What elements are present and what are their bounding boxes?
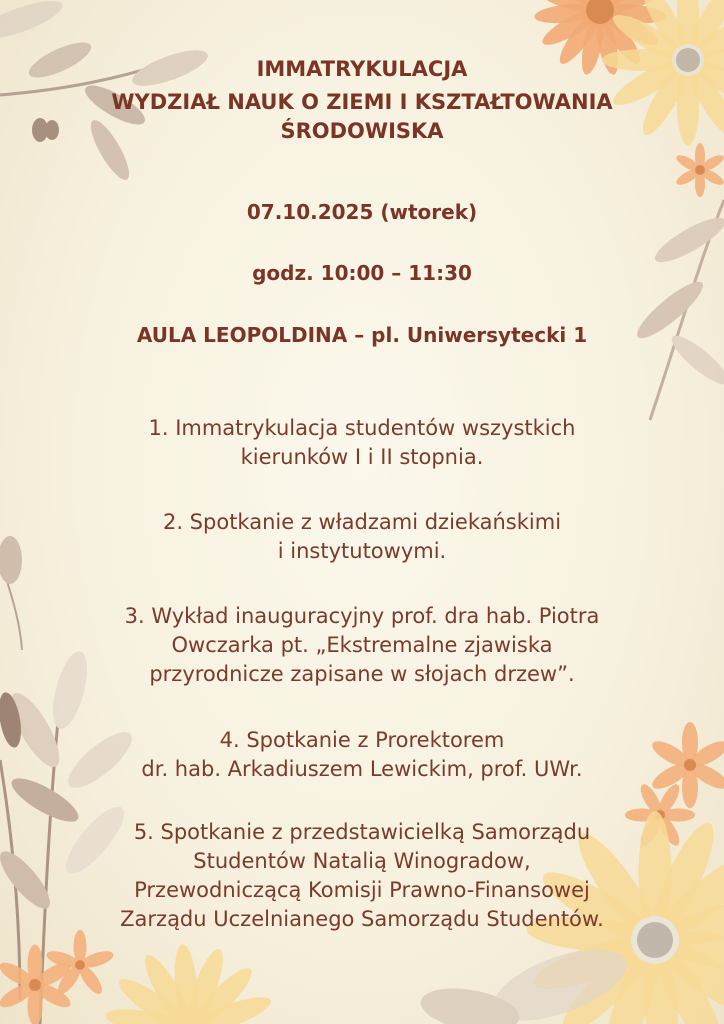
agenda-line: Przewodniczącą Komisji Prawno-Finansowej xyxy=(134,878,590,902)
agenda-line: kierunków I i II stopnia. xyxy=(240,445,484,469)
faculty-name-line-1: WYDZIAŁ NAUK O ZIEMI I KSZTAŁTOWANIA xyxy=(111,90,613,114)
agenda-line: Zarządu Uczelnianego Samorządu Studentów. xyxy=(120,907,604,931)
agenda-line: 2. Spotkanie z władzami dziekańskimi xyxy=(162,510,562,534)
agenda-item-1 xyxy=(40,414,684,472)
agenda-line: przyrodnicze zapisane w słojach drzew”. xyxy=(149,662,575,686)
agenda-line: i instytutowymi. xyxy=(277,539,447,563)
agenda-item-5 xyxy=(40,818,684,934)
event-location: AULA LEOPOLDINA – pl. Uniwersytecki 1 xyxy=(136,323,588,347)
event-date: 07.10.2025 (wtorek) xyxy=(246,200,478,224)
agenda-item-2 xyxy=(40,508,684,566)
agenda-line: Studentów Natalią Winogradow, xyxy=(193,849,531,873)
agenda-item-4 xyxy=(40,726,684,784)
event-title: IMMATRYKULACJA xyxy=(256,57,468,81)
event-time: godz. 10:00 – 11:30 xyxy=(252,261,472,285)
agenda-item-3 xyxy=(40,602,684,689)
agenda-line: 3. Wykład inauguracyjny prof. dra hab. Piotra xyxy=(124,604,600,628)
agenda-line: dr. hab. Arkadiuszem Lewickim, prof. UWr. xyxy=(141,757,583,781)
agenda-line: 5. Spotkanie z przedstawicielką Samorządu xyxy=(133,820,591,844)
agenda-line: 4. Spotkanie z Prorektorem xyxy=(219,728,505,752)
faculty-name-line-2: ŚRODOWISKA xyxy=(280,119,444,143)
agenda-line: Owczarka pt. „Ekstremalne zjawiska xyxy=(171,633,553,657)
agenda-line: 1. Immatrykulacja studentów wszystkich xyxy=(148,416,576,440)
